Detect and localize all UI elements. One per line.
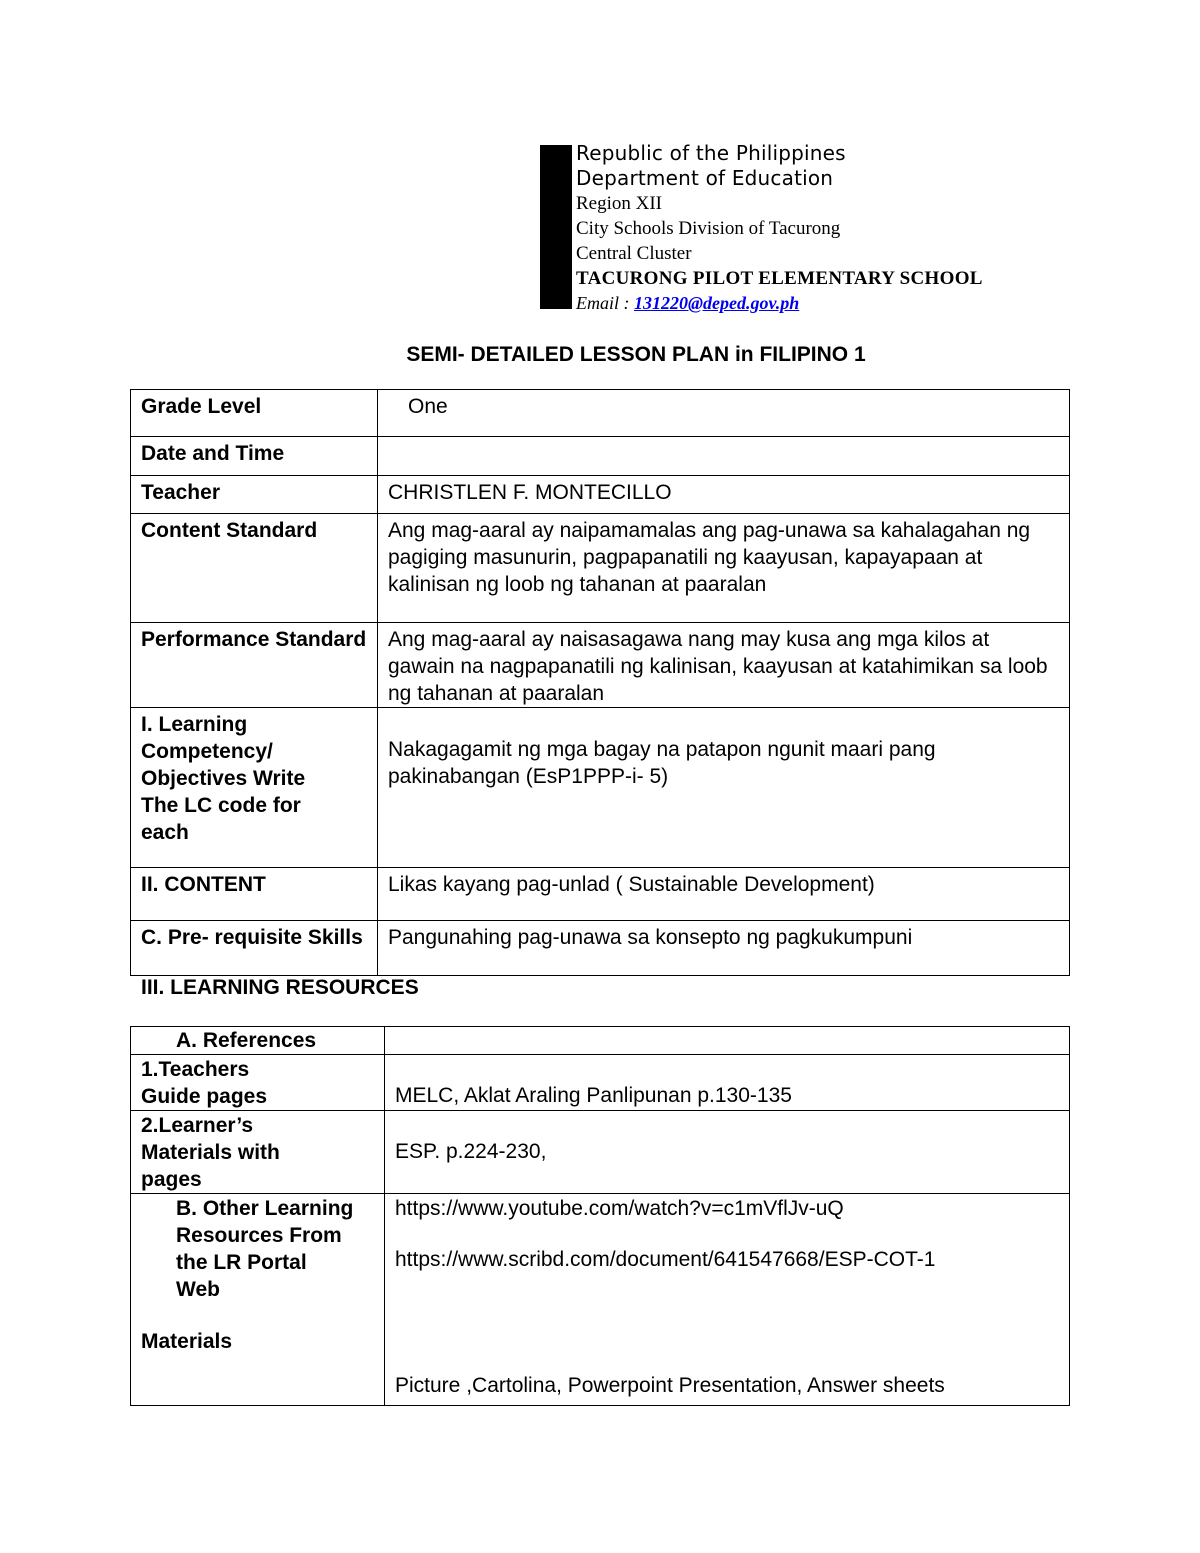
table-row <box>131 390 1070 437</box>
grade-level-value: One <box>378 390 1070 437</box>
grade-level-label: Grade Level <box>131 390 378 437</box>
references-label: A. References <box>131 1027 385 1055</box>
teacher-value: CHRISTLEN F. MONTECILLO <box>378 476 1070 514</box>
teachers-guide-label: 1.Teachers Guide pages <box>131 1055 385 1111</box>
department-line: Department of Education <box>576 166 834 190</box>
teachers-guide-value: MELC, Aklat Araling Panlipunan p.130-135 <box>385 1055 1070 1111</box>
email-link[interactable]: 131220@deped.gov.ph <box>634 293 800 313</box>
learners-materials-label: 2.Learner’s Materials with pages <box>131 1111 385 1194</box>
content-standard-value: Ang mag-aaral ay naipamamalas ang pag-unawa sa kahalagahan ng pagiging masunurin, pagpapanatili ng kaayusan, kapayapaan at kalinisan ng loob ng tahanan at paaralan <box>378 514 1070 623</box>
table-row <box>131 1111 1070 1194</box>
other-resources-cell <box>131 1194 385 1406</box>
table-row <box>131 514 1070 623</box>
performance-standard-label: Performance Standard <box>131 623 378 708</box>
table-row <box>131 921 1070 976</box>
header-black-bar <box>540 145 572 309</box>
prerequisite-value: Pangunahing pag-unawa sa konsepto ng pagkukumpuni <box>378 921 1070 976</box>
scribd-link[interactable]: https://www.scribd.com/document/641547668/ESP-COT-1 <box>395 1248 936 1271</box>
table-row <box>131 1055 1070 1111</box>
other-resources-value <box>385 1194 1070 1406</box>
content-label: II. CONTENT <box>131 868 378 921</box>
materials-label: Materials <box>141 1330 233 1353</box>
content-standard-label: Content Standard <box>131 514 378 623</box>
region-line: Region XII <box>576 193 663 214</box>
performance-standard-value: Ang mag-aaral ay naisasagawa nang may kusa ang mga kilos at gawain na nagpapanatili ng kalinisan, kaayusan at katahimikan sa loob ng tahanan at paaralan <box>378 623 1070 708</box>
table-row <box>131 1027 1070 1055</box>
date-time-label: Date and Time <box>131 437 378 476</box>
page-title: SEMI- DETAILED LESSON PLAN in FILIPINO 1 <box>406 343 866 366</box>
table-row <box>131 708 1070 868</box>
youtube-link[interactable]: https://www.youtube.com/watch?v=c1mVflJv-uQ <box>395 1197 844 1220</box>
table-row <box>131 437 1070 476</box>
table-row <box>131 476 1070 514</box>
table-row <box>131 623 1070 708</box>
prerequisite-label: C. Pre- requisite Skills <box>131 921 378 976</box>
table-row <box>131 868 1070 921</box>
division-line: City Schools Division of Tacurong <box>576 218 841 239</box>
email-line <box>576 291 1136 316</box>
content-value: Likas kayang pag-unlad ( Sustainable Development) <box>378 868 1070 921</box>
cluster-line: Central Cluster <box>576 243 692 264</box>
teacher-label: Teacher <box>131 476 378 514</box>
learning-resources-heading: III. LEARNING RESOURCES <box>141 976 419 999</box>
date-time-value <box>378 437 1070 476</box>
table-row <box>131 1194 1070 1406</box>
lesson-plan-table <box>130 389 1070 976</box>
school-name: TACURONG PILOT ELEMENTARY SCHOOL <box>576 268 983 289</box>
competency-value: Nakagagamit ng mga bagay na patapon ngunit maari pang pakinabangan (EsP1PPP-i- 5) <box>378 708 1070 868</box>
email-label: Email : <box>576 293 630 313</box>
other-resources-label: B. Other Learning Resources From the LR Portal Web <box>176 1197 354 1301</box>
references-value <box>385 1027 1070 1055</box>
letterhead <box>576 141 1136 316</box>
republic-line: Republic of the Philippines <box>576 141 846 165</box>
materials-value: Picture ,Cartolina, Powerpoint Presentation, Answer sheets <box>395 1374 945 1397</box>
learning-resources-table <box>130 1026 1070 1406</box>
learners-materials-value: ESP. p.224-230, <box>385 1111 1070 1194</box>
competency-label: I. Learning Competency/ Objectives Write The LC code for each <box>131 708 378 868</box>
